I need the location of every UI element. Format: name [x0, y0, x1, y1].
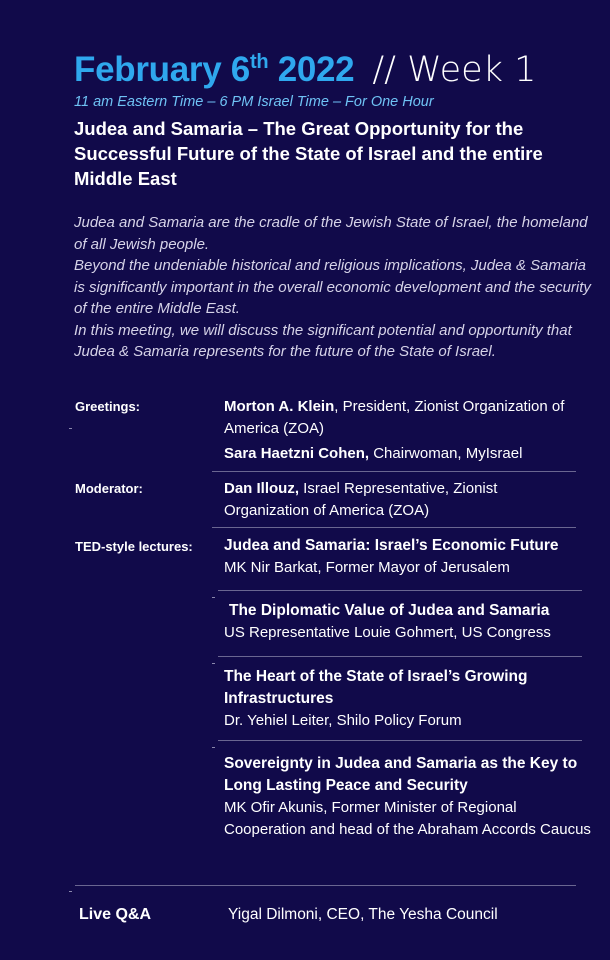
tick-mark: [212, 663, 215, 664]
event-time: 11 am Eastern Time – 6 PM Israel Time – For One Hour: [74, 94, 434, 110]
greetings-speaker-2: [224, 443, 584, 465]
greetings-speaker-1: [224, 396, 584, 440]
divider: [218, 590, 582, 591]
qa-label: Live Q&A: [79, 906, 152, 923]
event-date: February 6th 2022: [74, 50, 355, 89]
lecture-3: [224, 666, 574, 732]
lecture-2: [224, 600, 589, 644]
tick-mark: [69, 891, 72, 892]
lecture-1: [224, 535, 584, 579]
lecture-speaker: US Representative Louie Gohmert, US Congress: [224, 624, 551, 641]
date-line: [74, 50, 594, 90]
intro-paragraph-2: Beyond the undeniable historical and religious implications, Judea & Samaria is significantly important in the overall economic development and the security of the entire Middle East.: [74, 257, 591, 317]
event-title: Judea and Samaria – The Great Opportunity for the Successful Future of the State of Israel and the entire Middle East: [74, 118, 543, 189]
lecture-speaker: MK Nir Barkat, Former Mayor of Jerusalem: [224, 559, 510, 576]
speaker-name: Morton A. Klein: [224, 398, 335, 415]
week-label: // Week 1: [372, 50, 537, 90]
speaker-role: , President, Zionist Organization of America (ZOA): [224, 398, 565, 437]
speaker-role: Chairwoman, MyIsrael: [369, 445, 523, 462]
lecture-speaker: Dr. Yehiel Leiter, Shilo Policy Forum: [224, 712, 462, 729]
divider: [218, 740, 582, 741]
lecture-title: Sovereignty in Judea and Samaria as the Key to Long Lasting Peace and Security: [224, 755, 578, 794]
divider: [212, 471, 576, 472]
lectures-label: TED-style lectures:: [75, 539, 193, 554]
event-header: [74, 50, 594, 191]
intro-paragraph-1: Judea and Samaria are the cradle of the Jewish State of Israel, the homeland of all Jewish people.: [74, 214, 588, 253]
moderator-entry: [224, 478, 584, 522]
divider: [218, 656, 582, 657]
greetings-label: Greetings:: [75, 399, 141, 414]
speaker-role: Israel Representative, Zionist Organization of America (ZOA): [224, 480, 498, 519]
lecture-title: The Diplomatic Value of Judea and Samaria: [229, 602, 550, 619]
lecture-title: Judea and Samaria: Israel’s Economic Future: [224, 537, 559, 554]
divider: [212, 527, 576, 528]
intro-paragraph-3: In this meeting, we will discuss the significant potential and opportunity that Judea & Samaria represents for the future of the State of Israel.: [74, 321, 572, 360]
lecture-4: [224, 753, 594, 841]
lecture-speaker: MK Ofir Akunis, Former Minister of Regional Cooperation and head of the Abraham Accords Caucus: [224, 799, 591, 838]
tick-mark: [212, 597, 215, 598]
speaker-name: Sara Haetzni Cohen,: [224, 445, 370, 462]
lecture-title: The Heart of the State of Israel’s Growing Infrastructures: [224, 668, 528, 707]
tick-mark: [212, 747, 215, 748]
tick-mark: [69, 428, 72, 429]
moderator-label: Moderator:: [75, 481, 143, 496]
qa-speaker: Yigal Dilmoni, CEO, The Yesha Council: [228, 906, 498, 923]
divider: [75, 885, 576, 886]
intro-text: [74, 212, 594, 363]
speaker-name: Dan Illouz,: [224, 480, 299, 497]
